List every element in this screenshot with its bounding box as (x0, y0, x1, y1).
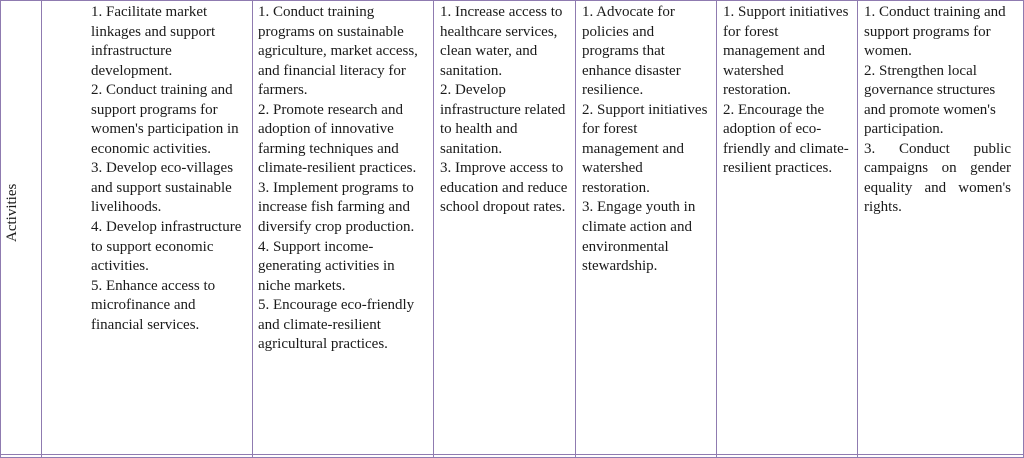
activities-column-6 (864, 3, 1011, 218)
activity-item: 1. Increase access to healthcare services, clean water, and sanitation. (440, 4, 563, 79)
activity-item: 4. Support income-generating activities in niche markets. (258, 238, 395, 294)
column-divider (716, 0, 717, 458)
activities-column-5 (723, 3, 851, 179)
column-divider (433, 0, 434, 458)
activity-item: 3. Conduct public campaigns on gender equality and women's rights. (864, 140, 1011, 216)
activities-column-2 (258, 3, 420, 355)
activities-column-3 (440, 3, 568, 218)
activity-item: 2. Promote research and adoption of innovative farming techniques and climate-resilient practices. (258, 101, 417, 177)
activity-item: 2. Conduct training and support programs for women's participation in economic activities. (91, 82, 239, 157)
activity-item: 2. Strengthen local governance structures and promote women's participation. (864, 62, 996, 138)
activity-item: 3. Implement programs to increase fish farming and diversify crop production. (258, 179, 415, 236)
activity-item: 1. Support initiatives for forest management and watershed restoration. (723, 4, 849, 99)
column-divider (857, 0, 858, 458)
activity-item: 2. Develop infrastructure related to health and sanitation. (440, 82, 566, 157)
column-divider (252, 0, 253, 458)
activity-item: 3. Improve access to education and reduce school dropout rates. (440, 160, 568, 216)
activity-item: 4. Develop infrastructure to support economic activities. (91, 219, 242, 275)
activity-item: 3. Engage youth in climate action and environmental stewardship. (582, 199, 696, 275)
activity-item: 1. Advocate for policies and programs that enhance disaster resilience. (582, 4, 681, 99)
row-label-activities: Activities (4, 183, 20, 242)
activities-column-4 (582, 3, 710, 277)
activities-column-1 (91, 3, 243, 335)
activity-item: 2. Encourage the adoption of eco-friendly and climate-resilient practices. (723, 101, 849, 177)
activity-item: 3. Develop eco-villages and support sustainable livelihoods. (91, 160, 234, 216)
activity-item: 2. Support initiatives for forest management and watershed restoration. (582, 101, 708, 196)
column-divider (575, 0, 576, 458)
activity-item: 5. Encourage eco-friendly and climate-resilient agricultural practices. (258, 297, 415, 353)
activity-item: 5. Enhance access to microfinance and financial services. (91, 277, 216, 333)
activity-item: 1. Facilitate market linkages and support infrastructure development. (91, 4, 216, 79)
activity-item: 1. Conduct training programs on sustainable agriculture, market access, and financial literacy for farmers. (258, 4, 418, 99)
row-divider (0, 454, 1024, 455)
column-divider (41, 0, 42, 458)
activity-item: 1. Conduct training and support programs for women. (864, 4, 1006, 60)
